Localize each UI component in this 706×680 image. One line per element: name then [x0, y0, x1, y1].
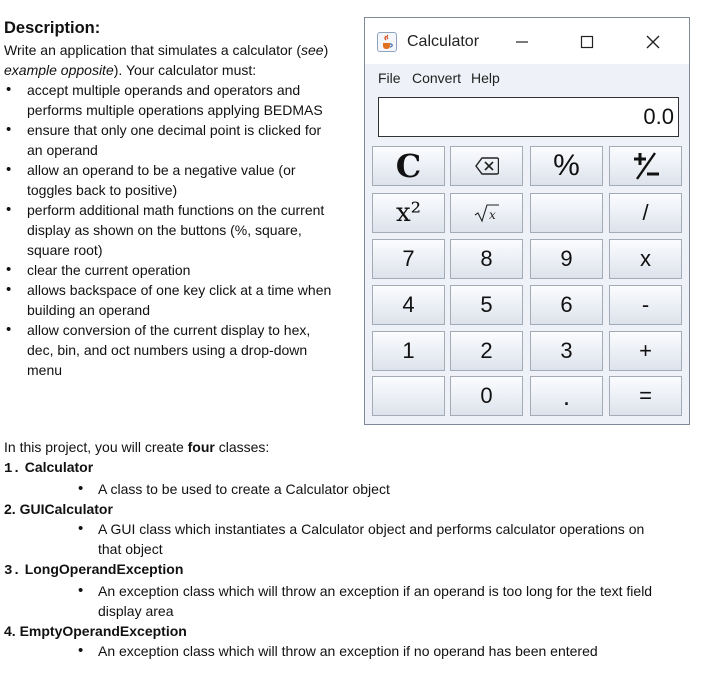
class-description: • An exception class which will throw an exception if an operand is too long for the text field display area: [4, 581, 704, 621]
project-intro: In this project, you will create four classes:: [4, 439, 270, 455]
negate-button[interactable]: [609, 146, 682, 186]
calculator-window: [364, 17, 690, 425]
blank-button[interactable]: [372, 376, 445, 416]
digit-5-button[interactable]: 5: [450, 285, 523, 325]
window-title: Calculator: [407, 33, 480, 50]
percent-button[interactable]: %: [530, 146, 603, 186]
blank-button[interactable]: [530, 193, 603, 233]
backspace-button[interactable]: [450, 146, 523, 186]
calculator-display: [378, 97, 679, 137]
requirement-item: • allow an operand to be a negative value (or toggles back to positive): [4, 160, 352, 200]
class-description: • A GUI class which instantiates a Calculator object and performs calculator operations on that object: [4, 519, 704, 559]
window-titlebar[interactable]: [365, 18, 689, 64]
clear-button[interactable]: C: [372, 146, 445, 186]
subtract-button[interactable]: -: [609, 285, 682, 325]
requirements-list: [4, 80, 352, 380]
plus-minus-icon: [630, 150, 662, 182]
maximize-icon[interactable]: [565, 26, 609, 58]
digit-7-button[interactable]: 7: [372, 239, 445, 279]
requirement-item: • ensure that only one decimal point is clicked for an operand: [4, 120, 352, 160]
square-button[interactable]: x²: [372, 193, 445, 233]
description-section: [4, 16, 352, 380]
equals-button[interactable]: =: [609, 376, 682, 416]
java-cup-icon: [377, 32, 397, 52]
decimal-button[interactable]: .: [530, 376, 603, 416]
requirement-item: • allow conversion of the current display to hex, dec, bin, and oct numbers using a drop-down menu: [4, 320, 352, 380]
digit-1-button[interactable]: 1: [372, 331, 445, 371]
menu-help[interactable]: Help: [471, 70, 500, 86]
requirement-item: • perform additional math functions on the current display as shown on the buttons (%, square, square root): [4, 200, 352, 260]
svg-text:x: x: [488, 208, 496, 222]
class-heading: 2. GUICalculator: [4, 501, 113, 517]
minimize-icon[interactable]: [500, 26, 544, 58]
digit-8-button[interactable]: 8: [450, 239, 523, 279]
description-heading: Description:: [4, 19, 101, 37]
backspace-icon: [475, 157, 499, 175]
digit-2-button[interactable]: 2: [450, 331, 523, 371]
sqrt-icon: [474, 203, 500, 223]
class-heading: 1. Calculator: [4, 459, 94, 477]
digit-6-button[interactable]: 6: [530, 285, 603, 325]
project-section: [4, 437, 704, 661]
add-button[interactable]: +: [609, 331, 682, 371]
requirement-item: • clear the current operation: [4, 260, 352, 280]
description-intro-line-2: example opposite). Your calculator must:: [4, 62, 257, 78]
digit-0-button[interactable]: 0: [450, 376, 523, 416]
digit-4-button[interactable]: 4: [372, 285, 445, 325]
class-description: • An exception class which will throw an exception if no operand has been entered: [4, 641, 704, 661]
digit-3-button[interactable]: 3: [530, 331, 603, 371]
display-value: 0.0: [643, 104, 674, 129]
requirement-item: • allows backspace of one key click at a time when building an operand: [4, 280, 352, 320]
class-heading: 4. EmptyOperandException: [4, 623, 187, 639]
close-icon[interactable]: [631, 26, 675, 58]
menu-file[interactable]: File: [378, 70, 401, 86]
sqrt-button[interactable]: [450, 193, 523, 233]
class-heading: 3. LongOperandException: [4, 561, 184, 579]
description-intro-line-1: Write an application that simulates a calculator (see): [4, 42, 329, 58]
digit-9-button[interactable]: 9: [530, 239, 603, 279]
menu-bar: [365, 64, 689, 90]
multiply-button[interactable]: x: [609, 239, 682, 279]
menu-convert[interactable]: Convert: [412, 70, 462, 86]
divide-button[interactable]: /: [609, 193, 682, 233]
class-description: • A class to be used to create a Calculator object: [4, 479, 704, 499]
requirement-item: • accept multiple operands and operators and performs multiple operations applying BEDMAS: [4, 80, 352, 120]
